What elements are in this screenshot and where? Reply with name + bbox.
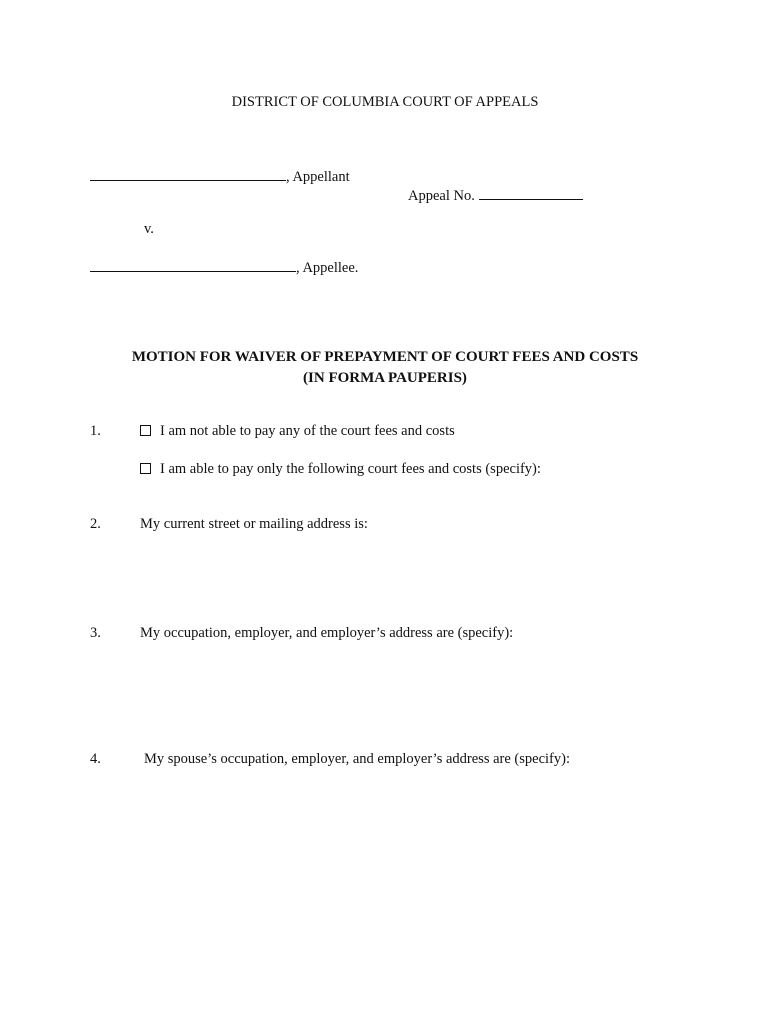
item-3-text: My occupation, employer, and employer’s address are (specify): [140,625,514,641]
appellant-label: , Appellant [286,169,350,185]
item-1-option-2 [140,461,541,478]
motion-title-line-1: MOTION FOR WAIVER OF PREPAYMENT OF COURT FEES AND COSTS [131,349,639,365]
motion-title-line-2: (IN FORMA PAUPERIS) [303,370,467,386]
item-2-text: My current street or mailing address is: [140,516,368,532]
motion-title [0,347,770,389]
court-name-heading: DISTRICT OF COLUMBIA COURT OF APPEALS [231,94,539,110]
appeal-no-label: Appeal No. [408,188,475,204]
appellee-line [90,257,358,277]
item-1-option-1 [140,423,455,440]
item-1-number: 1. [90,423,101,439]
appellant-line [90,166,350,186]
appellant-name-field[interactable] [90,166,286,181]
checkbox-not-able-to-pay[interactable] [140,425,151,436]
option-not-able-to-pay-label: I am not able to pay any of the court fees and costs [160,423,455,439]
item-3-number: 3. [90,625,101,641]
appeal-number-line [408,185,583,205]
checkbox-able-to-pay-some[interactable] [140,463,151,474]
item-2-number: 2. [90,516,101,532]
item-4-text: My spouse’s occupation, employer, and employer’s address are (specify): [144,751,570,767]
versus-label: v. [144,221,154,237]
option-able-to-pay-some-label: I am able to pay only the following court fees and costs (specify): [160,461,541,477]
appellee-label: , Appellee. [296,260,359,276]
item-4-number: 4. [90,751,101,767]
appellee-name-field[interactable] [90,257,296,272]
appeal-number-field[interactable] [479,185,583,200]
